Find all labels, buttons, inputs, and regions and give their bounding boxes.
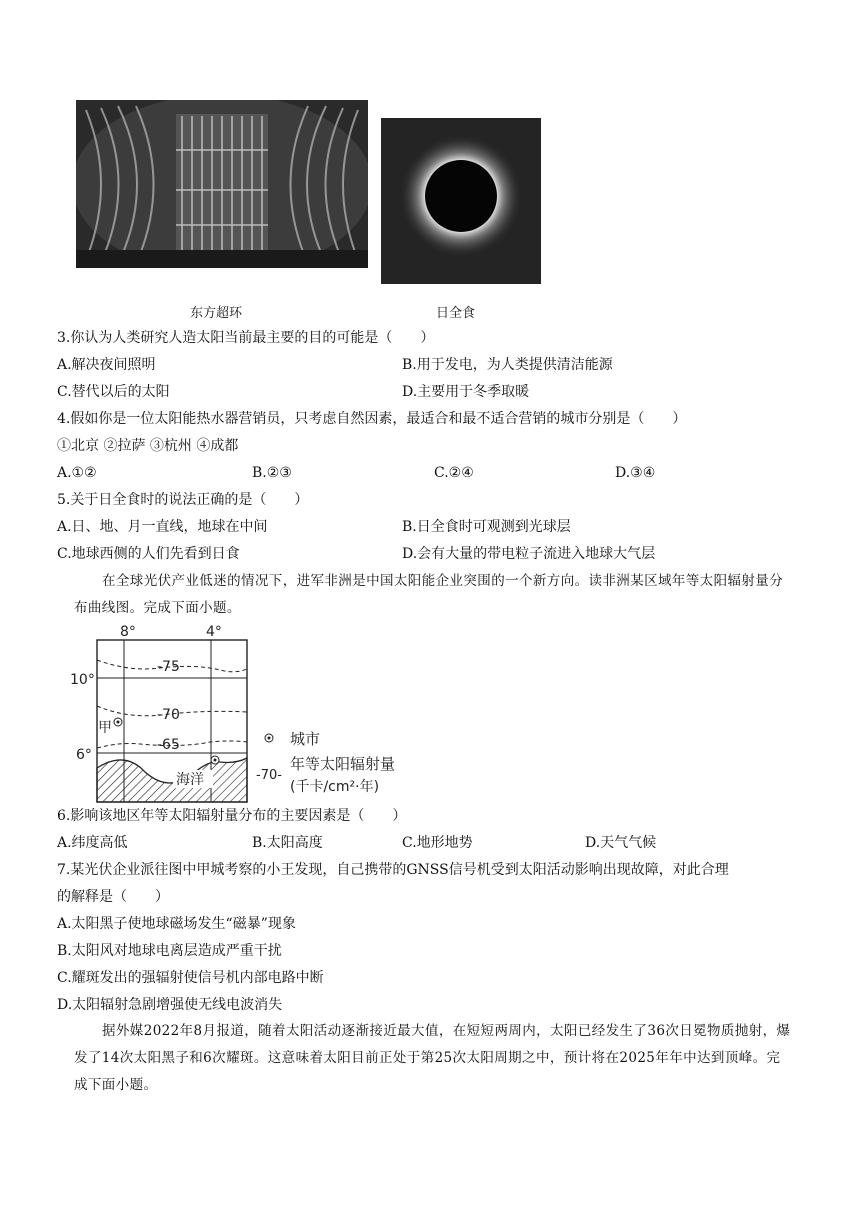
q7-option-d: D.太阳辐射急剧增强使无线电波消失 — [57, 997, 283, 1013]
lon-label-8: 8° — [120, 624, 136, 640]
q5-option-c: C.地球西侧的人们先看到日食 — [57, 546, 240, 562]
legend-isoline-title: 年等太阳辐射量 — [290, 755, 396, 773]
q7-option-a: A.太阳黑子使地球磁场发生“磁暴”现象 — [57, 916, 296, 932]
isoline-label-70: -70 — [157, 707, 180, 723]
isoline-label-75: -75 — [157, 659, 180, 675]
q5-option-a: A.日、地、月一直线，地球在中间 — [57, 519, 268, 535]
legend-city-marker-dot — [268, 737, 271, 740]
lat-label-10: 10° — [70, 672, 95, 688]
q4-option-c: C.②④ — [434, 465, 474, 481]
city-coast-marker-dot — [214, 759, 217, 762]
q4-stem: 4.假如你是一位太阳能热水器营销员，只考虑自然因素，最适合和最不适合营销的城市分别是（ ） — [57, 411, 687, 427]
q5-option-b: B.日全食时可观测到光球层 — [402, 519, 571, 535]
q7-option-c: C.耀斑发出的强辐射使信号机内部电路中断 — [57, 970, 324, 986]
q4-option-b: B.②③ — [252, 465, 292, 481]
q6-stem: 6.影响该地区年等太阳辐射量分布的主要因素是（ ） — [57, 808, 407, 824]
q4-option-a: A.①② — [57, 465, 97, 481]
q7-stem-line2: 的解释是（ ） — [57, 889, 169, 905]
solar-radiation-map — [70, 622, 430, 807]
q3-option-c: C.替代以后的太阳 — [57, 384, 170, 400]
q3-option-d: D.主要用于冬季取暖 — [402, 384, 530, 400]
q5-stem: 5.关于日全食时的说法正确的是（ ） — [57, 492, 309, 508]
q4-option-d: D.③④ — [615, 465, 656, 481]
legend-isoline-unit: (千卡/cm²·年) — [290, 779, 380, 795]
passage-africa-solar: 在全球光伏产业低迷的情况下，进军非洲是中国太阳能企业突围的一个新方向。读非洲某区域年等太阳辐射量分布曲线图。完成下面小题。 — [74, 573, 784, 616]
q6-option-b: B.太阳高度 — [252, 835, 323, 851]
ocean-label: 海洋 — [176, 772, 204, 788]
tokamak-illustration — [76, 100, 368, 268]
city-jia-marker-dot — [117, 721, 120, 724]
legend-city-label: 城市 — [290, 730, 321, 748]
q3-stem: 3.你认为人类研究人造太阳当前最主要的目的可能是（ ） — [57, 330, 435, 346]
q6-option-d: D.天气气候 — [585, 835, 657, 851]
q6-option-a: A.纬度高低 — [57, 835, 128, 851]
passage-solar-activity: 据外媒2022年8月报道，随着太阳活动逐渐接近最大值，在短短两周内，太阳已经发生了36次日冕物质抛射，爆发了14次太阳黑子和6次耀斑。这意味着太阳目前正处于第25次太阳周期之中，预计将在2025年年中达到顶峰。完成下面小题。 — [74, 1023, 791, 1093]
q6-option-c: C.地形地势 — [402, 835, 473, 851]
isoline-label-65: -65 — [157, 737, 180, 753]
city-jia-label: 甲 — [98, 720, 112, 736]
q3-option-a: A.解决夜间照明 — [57, 357, 156, 373]
tokamak-photo — [76, 100, 368, 268]
q5-option-d: D.会有大量的带电粒子流进入地球大气层 — [402, 546, 656, 562]
legend-isoline-sample: -70- — [256, 768, 282, 783]
q4-cities: ①北京 ②拉萨 ③杭州 ④成都 — [57, 438, 239, 454]
eclipse-illustration — [381, 118, 541, 284]
lon-label-4: 4° — [206, 624, 222, 640]
q7-option-b: B.太阳风对地球电离层造成严重干扰 — [57, 943, 282, 959]
eclipse-caption: 日全食 — [436, 306, 476, 321]
q3-option-b: B.用于发电，为人类提供清洁能源 — [402, 357, 613, 373]
eclipse-photo — [381, 118, 541, 284]
q7-stem-line1: 7.某光伏企业派往图中甲城考察的小王发现，自己携带的GNSS信号机受到太阳活动影响出现故障，对此合理 — [57, 862, 729, 878]
tokamak-caption: 东方超环 — [190, 306, 243, 321]
lat-label-6: 6° — [76, 747, 92, 763]
